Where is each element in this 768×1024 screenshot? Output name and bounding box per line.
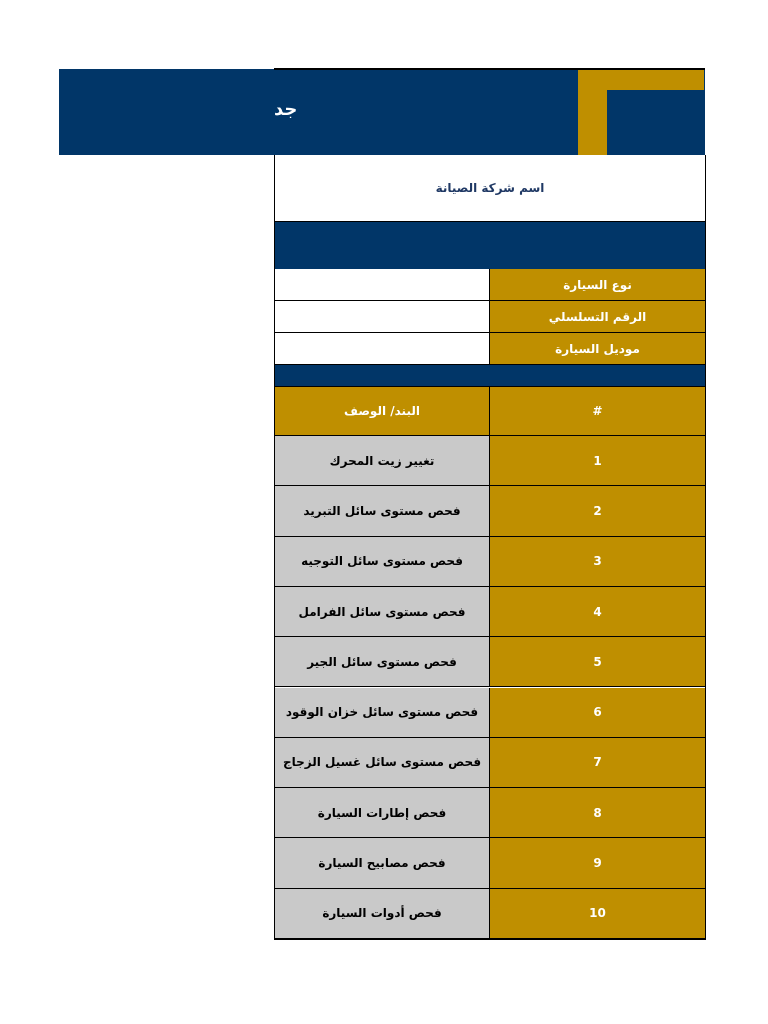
- vehicle-type-label: نوع السيارة: [490, 269, 705, 301]
- item-description[interactable]: فحص مستوى سائل التبريد: [275, 486, 490, 536]
- table-row: [275, 788, 705, 838]
- number-column-header: #: [490, 386, 705, 436]
- item-description[interactable]: فحص مستوى سائل خزان الوقود: [275, 688, 490, 738]
- item-description[interactable]: فحص أدوات السيارة: [275, 889, 490, 939]
- section-divider: [275, 365, 705, 386]
- table-row: [275, 587, 705, 637]
- section-divider: [275, 222, 705, 269]
- item-description[interactable]: فحص مستوى سائل التوجيه: [275, 537, 490, 587]
- corner-decoration-navy: [607, 90, 705, 155]
- maintenance-checklist-sheet: [274, 155, 706, 940]
- item-number: 1: [490, 436, 705, 486]
- vehicle-model-label: موديل السيارة: [490, 333, 705, 365]
- serial-number-label: الرقم التسلسلي: [490, 301, 705, 333]
- serial-number-field[interactable]: [275, 301, 490, 333]
- description-column-header: البند/ الوصف: [275, 386, 490, 436]
- item-number: 8: [490, 788, 705, 838]
- table-row: [275, 688, 705, 738]
- item-number: 3: [490, 537, 705, 587]
- table-row: [275, 486, 705, 536]
- item-number: 5: [490, 637, 705, 687]
- table-row: [275, 537, 705, 587]
- item-description[interactable]: تغيير زيت المحرك: [275, 436, 490, 486]
- table-row: [275, 637, 705, 687]
- item-number: 10: [490, 889, 705, 939]
- vehicle-model-field[interactable]: [275, 333, 490, 365]
- item-number: 6: [490, 688, 705, 738]
- company-name-row: [275, 155, 705, 222]
- item-number: 9: [490, 838, 705, 888]
- table-row: [275, 738, 705, 788]
- banner-title: جد: [274, 99, 298, 120]
- table-row: [275, 436, 705, 486]
- vehicle-info-row: [275, 269, 705, 301]
- table-row: [275, 889, 705, 939]
- vehicle-type-field[interactable]: [275, 269, 490, 301]
- item-description[interactable]: فحص إطارات السيارة: [275, 788, 490, 838]
- company-name[interactable]: اسم شركة الصيانة: [435, 181, 545, 195]
- item-description[interactable]: فحص مستوى سائل الجير: [275, 637, 490, 687]
- table-row: [275, 838, 705, 888]
- item-description[interactable]: فحص مصابيح السيارة: [275, 838, 490, 888]
- item-description[interactable]: فحص مستوى سائل الفرامل: [275, 587, 490, 637]
- item-number: 4: [490, 587, 705, 637]
- item-number: 7: [490, 738, 705, 788]
- vehicle-info-row: [275, 301, 705, 333]
- item-number: 2: [490, 486, 705, 536]
- vehicle-info-table: [275, 269, 705, 365]
- item-description[interactable]: فحص مستوى سائل غسيل الزجاج: [275, 738, 490, 788]
- table-header-row: [275, 386, 705, 436]
- vehicle-info-row: [275, 333, 705, 365]
